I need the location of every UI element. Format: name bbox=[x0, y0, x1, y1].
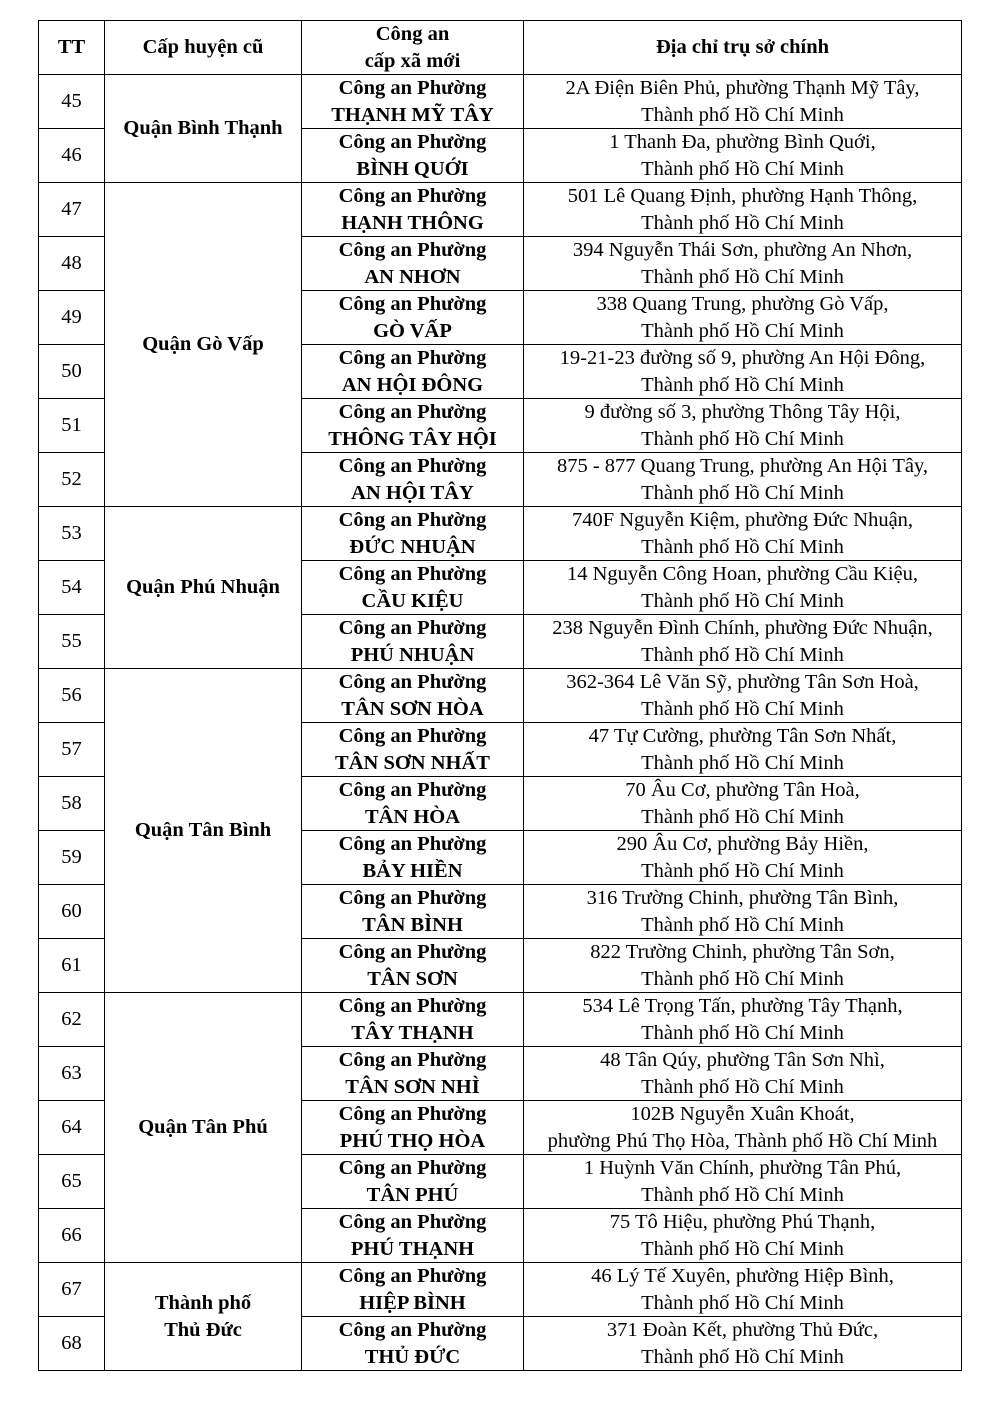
police-unit-line1: Công an Phường bbox=[338, 509, 487, 531]
row-number: 51 bbox=[39, 399, 105, 453]
police-unit-cell bbox=[302, 507, 524, 561]
address-line1: 2A Điện Biên Phủ, phường Thạnh Mỹ Tây, bbox=[565, 77, 920, 99]
row-number: 68 bbox=[39, 1317, 105, 1371]
row-number: 67 bbox=[39, 1263, 105, 1317]
police-unit-cell bbox=[302, 669, 524, 723]
police-unit-cell bbox=[302, 453, 524, 507]
police-unit-line2: AN NHƠN bbox=[364, 265, 461, 288]
row-number: 65 bbox=[39, 1155, 105, 1209]
address-line2: phường Phú Thọ Hòa, Thành phố Hồ Chí Minh bbox=[547, 1129, 938, 1152]
address-line1: 14 Nguyễn Công Hoan, phường Cầu Kiệu, bbox=[566, 563, 919, 585]
police-unit-line2: TÂN HÒA bbox=[364, 805, 461, 828]
address-cell bbox=[524, 1263, 962, 1317]
address-line1: 48 Tân Qúy, phường Tân Sơn Nhì, bbox=[600, 1049, 885, 1071]
address-line1: 362-364 Lê Văn Sỹ, phường Tân Sơn Hoà, bbox=[566, 671, 919, 693]
row-number: 64 bbox=[39, 1101, 105, 1155]
table-row bbox=[39, 1263, 962, 1317]
police-unit-line1: Công an Phường bbox=[338, 1319, 487, 1341]
address-line1: 75 Tô Hiệu, phường Phú Thạnh, bbox=[609, 1211, 876, 1233]
address-cell bbox=[524, 831, 962, 885]
police-unit-line1: Công an Phường bbox=[338, 1211, 487, 1233]
police-unit-line1: Công an Phường bbox=[338, 401, 487, 423]
police-unit-line2: GÒ VẤP bbox=[373, 319, 452, 342]
police-unit-line2: THỦ ĐỨC bbox=[364, 1345, 461, 1368]
address-cell bbox=[524, 453, 962, 507]
police-unit-line2: PHÚ THẠNH bbox=[350, 1237, 475, 1260]
address-line2: Thành phố Hồ Chí Minh bbox=[641, 697, 844, 720]
police-unit-line1: Công an Phường bbox=[338, 1157, 487, 1179]
address-line1: 1 Thanh Đa, phường Bình Quới, bbox=[609, 131, 876, 153]
police-unit-line1: Công an Phường bbox=[338, 131, 487, 153]
police-unit-line2: AN HỘI ĐÔNG bbox=[341, 373, 484, 396]
address-cell bbox=[524, 669, 962, 723]
address-line1: 19-21-23 đường số 9, phường An Hội Đông, bbox=[559, 347, 926, 369]
police-unit-cell bbox=[302, 777, 524, 831]
row-number: 59 bbox=[39, 831, 105, 885]
police-unit-cell bbox=[302, 615, 524, 669]
police-unit-line2: ĐỨC NHUẬN bbox=[349, 535, 476, 558]
police-unit-line2: HIỆP BÌNH bbox=[359, 1291, 466, 1314]
police-unit-cell bbox=[302, 237, 524, 291]
address-line2: Thành phố Hồ Chí Minh bbox=[641, 427, 844, 450]
address-cell bbox=[524, 237, 962, 291]
address-line2: Thành phố Hồ Chí Minh bbox=[641, 535, 844, 558]
address-line2: Thành phố Hồ Chí Minh bbox=[641, 373, 844, 396]
police-unit-line1: Công an Phường bbox=[338, 455, 487, 477]
address-line1: 501 Lê Quang Định, phường Hạnh Thông, bbox=[567, 185, 918, 207]
row-number: 58 bbox=[39, 777, 105, 831]
address-cell bbox=[524, 399, 962, 453]
address-cell bbox=[524, 561, 962, 615]
address-cell bbox=[524, 615, 962, 669]
header-unit-line2: cấp xã mới bbox=[364, 49, 461, 72]
address-cell bbox=[524, 1101, 962, 1155]
header-unit bbox=[302, 21, 524, 75]
police-unit-line1: Công an Phường bbox=[338, 995, 487, 1017]
police-unit-cell bbox=[302, 1317, 524, 1371]
address-line2: Thành phố Hồ Chí Minh bbox=[641, 1291, 844, 1314]
police-unit-cell bbox=[302, 993, 524, 1047]
police-unit-line2: BÌNH QUỚI bbox=[356, 157, 469, 180]
district-name-line1: Quận Phú Nhuận bbox=[126, 576, 280, 599]
row-number: 48 bbox=[39, 237, 105, 291]
row-number: 56 bbox=[39, 669, 105, 723]
police-unit-cell bbox=[302, 831, 524, 885]
district-name-line1: Quận Tân Phú bbox=[138, 1116, 268, 1139]
table-row bbox=[39, 183, 962, 237]
police-unit-cell bbox=[302, 75, 524, 129]
address-line1: 70 Âu Cơ, phường Tân Hoà, bbox=[625, 779, 860, 801]
police-unit-line1: Công an Phường bbox=[338, 563, 487, 585]
row-number: 62 bbox=[39, 993, 105, 1047]
address-line1: 740F Nguyễn Kiệm, phường Đức Nhuận, bbox=[571, 509, 914, 531]
address-line2: Thành phố Hồ Chí Minh bbox=[641, 103, 844, 126]
police-unit-cell bbox=[302, 129, 524, 183]
address-line1: 102B Nguyễn Xuân Khoát, bbox=[630, 1103, 855, 1125]
police-unit-cell bbox=[302, 345, 524, 399]
address-line2: Thành phố Hồ Chí Minh bbox=[641, 1021, 844, 1044]
police-unit-line1: Công an Phường bbox=[338, 1265, 487, 1287]
district-name-line2: Thủ Đức bbox=[164, 1318, 242, 1341]
address-cell bbox=[524, 1047, 962, 1101]
police-unit-line2: TÂN SƠN HÒA bbox=[341, 697, 484, 720]
address-line1: 290 Âu Cơ, phường Bảy Hiền, bbox=[616, 833, 869, 855]
row-number: 60 bbox=[39, 885, 105, 939]
address-line1: 46 Lý Tế Xuyên, phường Hiệp Bình, bbox=[591, 1265, 894, 1287]
address-line2: Thành phố Hồ Chí Minh bbox=[641, 859, 844, 882]
header-district: Cấp huyện cũ bbox=[105, 21, 302, 75]
police-unit-cell bbox=[302, 1101, 524, 1155]
address-line1: 822 Trường Chinh, phường Tân Sơn, bbox=[590, 941, 895, 963]
address-cell bbox=[524, 507, 962, 561]
police-address-table bbox=[38, 20, 962, 1371]
police-unit-line1: Công an Phường bbox=[338, 725, 487, 747]
police-unit-cell bbox=[302, 1047, 524, 1101]
row-number: 49 bbox=[39, 291, 105, 345]
table-row bbox=[39, 993, 962, 1047]
address-line1: 534 Lê Trọng Tấn, phường Tây Thạnh, bbox=[582, 995, 903, 1017]
address-cell bbox=[524, 1209, 962, 1263]
address-line1: 875 - 877 Quang Trung, phường An Hội Tây, bbox=[556, 455, 929, 477]
address-cell bbox=[524, 885, 962, 939]
police-unit-line1: Công an Phường bbox=[338, 185, 487, 207]
address-line1: 9 đường số 3, phường Thông Tây Hội, bbox=[584, 401, 901, 423]
address-line2: Thành phố Hồ Chí Minh bbox=[641, 913, 844, 936]
district-name-line1: Thành phố bbox=[154, 1292, 252, 1314]
address-line1: 394 Nguyễn Thái Sơn, phường An Nhơn, bbox=[572, 239, 913, 261]
address-cell bbox=[524, 1317, 962, 1371]
police-unit-cell bbox=[302, 183, 524, 237]
police-unit-line2: THẠNH MỸ TÂY bbox=[331, 103, 494, 126]
header-unit-line1: Công an bbox=[375, 23, 450, 45]
row-number: 63 bbox=[39, 1047, 105, 1101]
police-unit-line1: Công an Phường bbox=[338, 1049, 487, 1071]
row-number: 52 bbox=[39, 453, 105, 507]
police-unit-line1: Công an Phường bbox=[338, 1103, 487, 1125]
address-line2: Thành phố Hồ Chí Minh bbox=[641, 265, 844, 288]
address-cell bbox=[524, 183, 962, 237]
police-unit-cell bbox=[302, 885, 524, 939]
row-number: 54 bbox=[39, 561, 105, 615]
address-line2: Thành phố Hồ Chí Minh bbox=[641, 1075, 844, 1098]
police-unit-line2: TÂN SƠN bbox=[367, 967, 458, 990]
police-unit-line2: THÔNG TÂY HỘI bbox=[328, 427, 497, 450]
police-unit-cell bbox=[302, 291, 524, 345]
address-cell bbox=[524, 75, 962, 129]
police-unit-cell bbox=[302, 1155, 524, 1209]
table-row bbox=[39, 669, 962, 723]
address-line1: 1 Huỳnh Văn Chính, phường Tân Phú, bbox=[583, 1157, 902, 1179]
police-unit-line1: Công an Phường bbox=[338, 293, 487, 315]
row-number: 61 bbox=[39, 939, 105, 993]
police-unit-cell bbox=[302, 1263, 524, 1317]
address-line2: Thành phố Hồ Chí Minh bbox=[641, 751, 844, 774]
police-unit-line2: PHÚ NHUẬN bbox=[350, 643, 475, 666]
police-unit-line1: Công an Phường bbox=[338, 833, 487, 855]
police-unit-line2: TÂN SƠN NHÌ bbox=[345, 1075, 480, 1098]
address-line2: Thành phố Hồ Chí Minh bbox=[641, 643, 844, 666]
police-unit-line2: TÂY THẠNH bbox=[351, 1021, 474, 1044]
address-cell bbox=[524, 345, 962, 399]
address-line2: Thành phố Hồ Chí Minh bbox=[641, 1345, 844, 1368]
row-number: 50 bbox=[39, 345, 105, 399]
police-unit-line1: Công an Phường bbox=[338, 779, 487, 801]
row-number: 46 bbox=[39, 129, 105, 183]
address-line2: Thành phố Hồ Chí Minh bbox=[641, 589, 844, 612]
police-unit-cell bbox=[302, 723, 524, 777]
old-district-cell bbox=[105, 1263, 302, 1371]
police-unit-line1: Công an Phường bbox=[338, 617, 487, 639]
police-unit-line1: Công an Phường bbox=[338, 347, 487, 369]
address-line1: 338 Quang Trung, phường Gò Vấp, bbox=[596, 293, 889, 315]
address-line2: Thành phố Hồ Chí Minh bbox=[641, 1183, 844, 1206]
district-name-line1: Quận Bình Thạnh bbox=[123, 117, 283, 140]
table-row bbox=[39, 507, 962, 561]
police-unit-cell bbox=[302, 399, 524, 453]
row-number: 57 bbox=[39, 723, 105, 777]
address-line1: 371 Đoàn Kết, phường Thủ Đức, bbox=[606, 1319, 879, 1341]
row-number: 55 bbox=[39, 615, 105, 669]
police-unit-cell bbox=[302, 939, 524, 993]
police-unit-line2: TÂN SƠN NHẤT bbox=[335, 751, 490, 774]
police-unit-line2: CẦU KIỆU bbox=[361, 589, 464, 612]
header-tt: TT bbox=[39, 21, 105, 75]
district-name-line1: Quận Tân Bình bbox=[134, 819, 272, 842]
police-unit-line2: TÂN BÌNH bbox=[362, 913, 463, 936]
district-name-line1: Quận Gò Vấp bbox=[142, 333, 264, 356]
address-line2: Thành phố Hồ Chí Minh bbox=[641, 319, 844, 342]
police-unit-line1: Công an Phường bbox=[338, 239, 487, 261]
old-district-cell bbox=[105, 75, 302, 183]
address-cell bbox=[524, 129, 962, 183]
address-line2: Thành phố Hồ Chí Minh bbox=[641, 157, 844, 180]
police-unit-line1: Công an Phường bbox=[338, 941, 487, 963]
police-unit-line1: Công an Phường bbox=[338, 77, 487, 99]
row-number: 53 bbox=[39, 507, 105, 561]
police-unit-cell bbox=[302, 561, 524, 615]
old-district-cell bbox=[105, 993, 302, 1263]
table-row bbox=[39, 75, 962, 129]
address-cell bbox=[524, 939, 962, 993]
police-unit-line2: HẠNH THÔNG bbox=[341, 211, 484, 234]
address-line2: Thành phố Hồ Chí Minh bbox=[641, 967, 844, 990]
address-line1: 316 Trường Chinh, phường Tân Bình, bbox=[586, 887, 899, 909]
police-unit-line2: PHÚ THỌ HÒA bbox=[339, 1129, 486, 1152]
police-unit-line2: AN HỘI TÂY bbox=[351, 481, 474, 504]
row-number: 45 bbox=[39, 75, 105, 129]
address-cell bbox=[524, 1155, 962, 1209]
police-unit-line2: TÂN PHÚ bbox=[366, 1183, 459, 1206]
address-line2: Thành phố Hồ Chí Minh bbox=[641, 481, 844, 504]
police-unit-line2: BẢY HIỀN bbox=[362, 859, 463, 882]
police-unit-cell bbox=[302, 1209, 524, 1263]
address-line1: 47 Tự Cường, phường Tân Sơn Nhất, bbox=[588, 725, 897, 747]
police-unit-line1: Công an Phường bbox=[338, 887, 487, 909]
row-number: 66 bbox=[39, 1209, 105, 1263]
old-district-cell bbox=[105, 183, 302, 507]
row-number: 47 bbox=[39, 183, 105, 237]
address-line2: Thành phố Hồ Chí Minh bbox=[641, 211, 844, 234]
police-unit-line1: Công an Phường bbox=[338, 671, 487, 693]
table-body bbox=[39, 75, 962, 1371]
address-line2: Thành phố Hồ Chí Minh bbox=[641, 805, 844, 828]
address-cell bbox=[524, 777, 962, 831]
old-district-cell bbox=[105, 669, 302, 993]
header-address: Địa chỉ trụ sở chính bbox=[524, 21, 962, 75]
address-cell bbox=[524, 723, 962, 777]
header-row bbox=[39, 21, 962, 75]
address-cell bbox=[524, 993, 962, 1047]
old-district-cell bbox=[105, 507, 302, 669]
address-line2: Thành phố Hồ Chí Minh bbox=[641, 1237, 844, 1260]
address-line1: 238 Nguyễn Đình Chính, phường Đức Nhuận, bbox=[552, 617, 933, 639]
address-cell bbox=[524, 291, 962, 345]
